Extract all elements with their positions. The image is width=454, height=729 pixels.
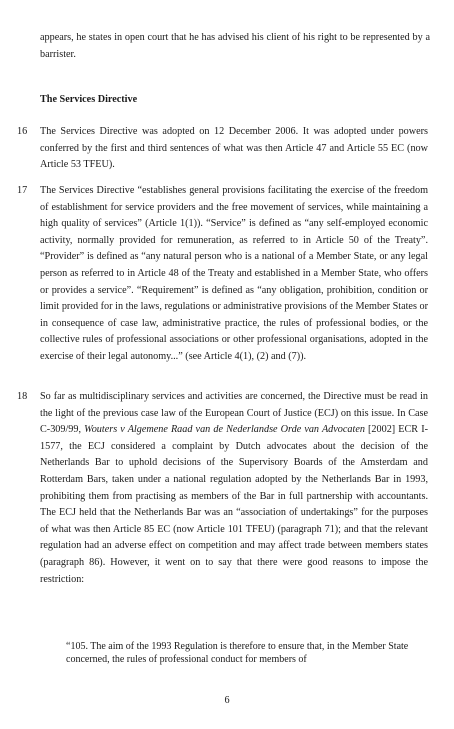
paragraph-text: The Services Directive was adopted on 12 December 2006. It was adopted under powers conferred by the first and third sentences of what was then Article 47 and Article 55 EC (now Article 53 TFEU). (40, 126, 428, 171)
paragraph-number: 18 (17, 391, 28, 402)
page-number: 6 (224, 695, 230, 706)
paragraph-text: The Services Directive “establishes general provisions facilitating the exercise of the freedom of establishment for service providers and the free movement of services, while maintaining a high quality of services” (Article 1(1)). “Service” is defined as “any self-employed economic activity, normally provided for remuneration, as referred to in Article 50 of the Treaty”. “Provider” is defined as “any natural person who is a national of a Member State, or any legal person as referred to in Article 48 of the Treaty and established in a Member State, who offers or provides a service”. “Requirement” is defined as “any obligation, prohibition, condition or limit provided for in the laws, regulations or administrative provisions of the Member States or in consequence of case law, administrative practice, the rules of professional bodies, or the collective rules of professional associations or other professional organisations, adopted in the exercise of their legal autonomy...” (see Article 4(1), (2) and (7)). (40, 185, 428, 362)
paragraph-number: 17 (17, 185, 28, 196)
paragraph-text (40, 389, 428, 588)
continuation-text: appears, he states in open court that he has advised his client of his right to be represented by a barrister. (40, 32, 430, 60)
case-name: Wouters v Algemene Raad van de Nederlandse Orde van Advocaten (84, 424, 365, 436)
text-after-case: [2002] ECR I-1577, the ECJ considered a complaint by Dutch advocates about the decision of the Netherlands Bar to uphold decisions of the Supervisory Boards of the Amsterdam and Rotterdam Bars, taken under a national regulation adopted by the Netherlands Bar in 1993, prohibiting them from practising as members of the Bar in full partnership with accountants. The ECJ held that the Netherlands Bar was an “association of undertakings” for the purposes of what was then Article 85 EC (now Article 101 TFEU) (paragraph 71); and that the relevant regulation had an adverse effect on competition and may affect trade between members states (paragraph 86). However, it went on to say that there were good reasons to impose the restriction: (40, 424, 428, 585)
section-heading: The Services Directive (40, 94, 138, 105)
text-before-case: So far as multidisciplinary services and activities are concerned, the Directive must be read in the light of the previous case law of the European Court of Justice (ECJ) on this issue. In Case C-309/99, (40, 391, 428, 436)
paragraph-number: 16 (17, 126, 28, 137)
block-quote: “105. The aim of the 1993 Regulation is therefore to ensure that, in the Member State concerned, the rules of professional conduct for members of (66, 641, 409, 666)
